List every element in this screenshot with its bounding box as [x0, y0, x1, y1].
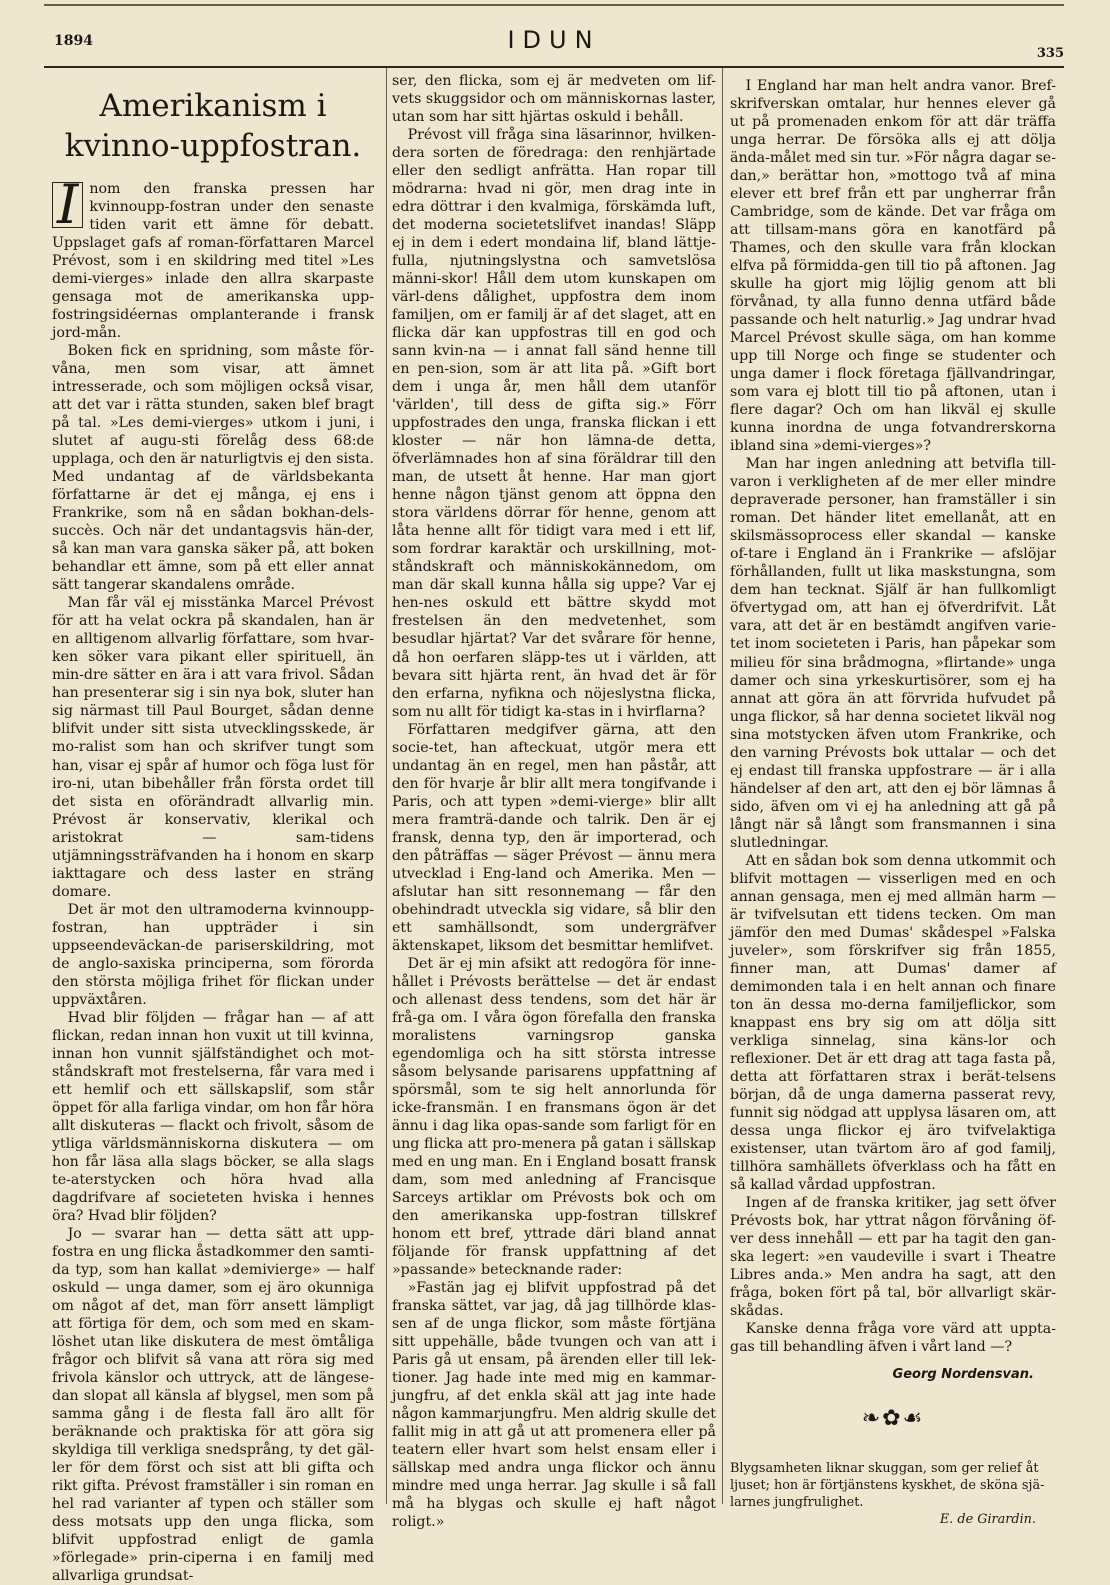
paragraph: Man har ingen anledning att betvifla till-varon i verkligheten af de mer eller mindre depraverade personer, han framställer i sin roman. Det händer litet emellanåt, att en skilsmässoprocess eller skandal — kanske of-tare i England än i Frankrike — afslöjar förhållanden, fullt ut lika maskstungna, som dem han tecknat. Själf är han fullkomligt öfvertygad om, att han ej öfverdrifvit. Låt vara, att det är en bestämdt angifven varie-tet inom societeten i Paris, han påpekar som milieu för sina brådmogna, »flirtande» unga damer och sina yrkeskurtisörer, som ej ha annat att göra än att förvrida hufvudet på unga flickor, så har denna societet likväl nog sina motstycken äfven utom Frankrike, och den varning Prévosts bok uttalar — och det ej endast till franska uppfostrare — är i alla händelser af den art, att den ej bör lämnas å sido, äfven om vi ej ha anledning att gå på långt när så långt som fransmannen i sina slutledningar.: [730, 456, 1056, 851]
magazine-title: IDUN: [507, 26, 601, 54]
paragraph: »Fastän jag ej blifvit uppfostrad på det franska sättet, var jag, då jag tillhörde klas-sen af de unga flickor, som måste förtjäna sitt uppehälle, både tvungen och van att i Paris gå ut ensam, på ärenden eller till lek-tioner. Jag hade inte med mig en kammar-jungfru, af det enkla skäl att jag inte hade någon kammarjungfru. Men aldrig skulle det fallit mig in att gå ut att promenera eller på teatern eller hvart som helst ensam eller i sällskap med andra unga flickor och ännu mindre med unga herrar. Jag skulle i så fall må ha blygas och skulle ej haft något roligt.»: [392, 1280, 716, 1531]
paragraph: Ingen af de franska kritiker, jag sett öfver Prévosts bok, har yttrat någon förvåning öf-ver dess innehåll — ett par ha tagit den gan-ska legert: »en vaudeville i svart i Theatre Libres anda.» Men andra ha sagt, att den fråga, boken fört på tal, bör allvarligt skär-skådas.: [730, 1194, 1056, 1320]
author-signature: Georg Nordensvan.: [892, 1367, 1034, 1383]
paragraph: [52, 173, 374, 342]
header-rule: [44, 66, 1064, 68]
paragraph: Jo — svarar han — detta sätt att upp-fostra en ung flicka åstadkommer den samti-da typ, som han kallat »demivierge» — half oskuld — unga damer, som ej äro okunniga om något af det, man förr ansett lämpligt att förtiga för dem, och som med en skam-löshet utan like diskutera de mest ömtåliga frågor och blifvit så vana att röra sig med frivola känslor och uttryck, att de längese-dan slopat all känsla af blygsel, men som på samma gång i de flesta fall äro allt för beräknande och praktiska för att göra sig skyldiga till verkliga snedsprång, ty det gäl-ler för dem först och sist att bli gifta och rikt gifta. Prévost framställer i sin roman en hel rad varianter af typen och ställer som dess motsats upp den unga flicka, som blifvit uppfostrad enligt de gamla »förlegade» prin-ciperna i en familj med allvarliga grundsat-: [52, 1225, 375, 1585]
paragraph: Prévost vill fråga sina läsarinnor, hvilken-dera sorten de föredraga: den renhjärtade eller den sedligt anfrätta. Han ropar till mödrarna: hvad ni gör, men drag inte in edra döttrar i den kvalmiga, förskämda luft, det moderna societetslifvet inandas! Släpp ej in dem i edert mondaina lif, bland lättje-fulla, njutningslystna och samvetslösa männi-skor! Håll dem utom kunskapen om värl-dens dålighet, uppfostra dem inom familjen, om er familj är af det slaget, att en flicka där kan uppfostras till en god och sann kvin-na — i annat fall sänd henne till en pen-sion, som är att lita på. »Gift bort dem i unga år, men håll dem utanför 'världen', till dess de gifta sig.» Förr uppfostrades den unga, franska flickan i ett kloster — när hon lämna-de detta, öfverlämnades hon af sina föräldrar till den man, de utsett åt henne. Har man gjort henne någon tjänst genom att öppna den stora världens dörrar för henne, genom att låta henne allt för tidigt vara med i ett lif, som fordrar karaktär och urskillning, mot-ståndskraft och människokännedom, om man där skall kunna hålla sig uppe? Var ej hen-nes oskuld ett bättre skydd mot frestelsen än den medvetenhet, som besudlar hjärtat? Var det svårare för henne, då hon oerfaren släpp-tes ut i världen, att bevara sitt hjärta rent, än hvad det är för den erfarna, nyfikna och nöjeslystna flicka, som nu allt för tidigt ka-stas in i hvirflarna?: [392, 127, 716, 720]
paragraph: I England har man helt andra vanor. Bref-skrifverskan omtalar, hur hennes elever gå ut på promenaden enkom för att där träffa unga herrar. De försöka alls ej att dölja ända-målet med sin tur. »För några dagar se-dan,» berättar hon, »mottogo två af mina elever ett bref från ett par ungherrar från Cambridge, som de kände. Det var fråga om att tillsam-mans göra en kanotfärd på Thames, och den skulle vara från klockan elfva på förmidda-gen till tio på aftonen. Jag skulle ha gjort mig löjlig genom att bli förvånad, ty alla funno denna utfärd både passande och helt naturlig.» Jag undrar hvad Marcel Prévost skulle säga, om han komme upp till Norge och finge se studenter och unga damer i flock företaga fjällvandringar, som vara ej blott till tio på aftonen, utan i flere dagar? Och om han likväl ej skulle kunna inordna de unga fotvandrerskorna ibland sina »demi-vierges»?: [730, 78, 1056, 455]
page-year: 1894: [54, 33, 93, 49]
paragraph: Det är ej min afsikt att redogöra för inne-hållet i Prévosts berättelse — det är endast och allenast dess tendens, som det här är frå-ga om. I våra ögon förefalla den franska moralistens varningsrop ganska egendomliga och ha sitt största intresse såsom belysande parisarens uppfattning af spörsmål, som te sig helt annorlunda för icke-fransmän. I en fransmans ögon är det ännu i dag lika opas-sande som farligt för en ung flicka att pro-menera på gatan i sällskap med en ung man. En i England bosatt fransk dam, som med anledning af Francisque Sarceys artiklar om Prévosts bok och om den amerikanska upp-fostran tillskref honom ett bref, yttrade däri bland annat följande för fransk uppfattning af det »passande» betecknande rader:: [392, 955, 716, 1279]
top-rule: [44, 4, 1064, 6]
column-3: [730, 77, 1056, 1529]
column-divider: [722, 68, 723, 1504]
paragraph: Hvad blir följden — frågar han — af att flickan, redan innan hon vuxit ut till kvinna, innan hon vunnit själfständighet och mot-ståndskraft mot frestelserna, får vara med i ett hemlif och ett sällskapslif, som står öppet för alla farliga vindar, om hon får höra allt diskuteras — flackt och frivolt, såsom de ytliga världsmänniskorna diskutera — om hon får läsa alla slags böcker, se alla slags te-aterstycken och höra hvad alla dagdrifvare af societeten hviska i hennes öra? Hvad blir följden?: [52, 1009, 374, 1224]
drop-cap: I: [52, 182, 83, 228]
column-1: [52, 72, 374, 1585]
paragraph: Kanske denna fråga vore värd att uppta-gas till behandling äfven i vårt land —?: [730, 1321, 1056, 1356]
quote-text: Blygsamheten liknar skuggan, som ger relief åt ljuset; hon är förtjänstens kyskhet, de sköna sjä-larnes jungfrulighet.: [730, 1461, 1045, 1511]
page-number: 335: [1036, 46, 1064, 61]
quote: [730, 1460, 1056, 1511]
column-2: [392, 72, 716, 1531]
column-divider: [386, 68, 387, 1504]
paragraph: Man får väl ej misstänka Marcel Prévost för att ha velat ockra på skandalen, han är en alltigenom allvarlig författare, som hvar-ken söker vara pikant eller spirituell, än min-dre sätter en ära i att vara frivol. Sådan han presenterar sig i sin nya bok, sluter han sig närmast till Paul Bourget, sådan denne blifvit under sitt sista utvecklingsskede, är mo-ralist som han och skrifver tungt som han, visar ej spår af humor och föga lust för iro-ni, utan bibehåller från första ordet till det sista en oförändradt allvarlig min. Prévost är konservativ, klerikal och aristokrat — sam-tidens utjämningssträfvanden ha i honom en skarp iakttagare och dess laster en sträng domare.: [52, 595, 374, 900]
paragraph: Författaren medgifver gärna, att den socie-tet, han afteckuat, utgör mera ett undantag än en regel, men han påstår, att den för hvarje år blir allt mera tongifvande i Paris, och att typen »demi-vierge» blir allt mera framträ-dande och talrik. Den är ej fransk, denna typ, den är importerad, och den påträffas — säger Prévost — ännu mera utvecklad i Eng-land och Amerika. Men — afslutar han sitt resonnemang — får den obehindradt utveckla sig vidare, så blir den ett samhällsondt, som undergräfver äktenskapet, liksom det besmittar hemlifvet.: [392, 721, 716, 954]
paragraph-text: nom den franska pressen har kvinnoupp-fostran under den senaste tiden varit ett ämne för debatt. Uppslaget gafs af roman-författaren Marcel Prévost, som i en skildring med titel »Les demi-vierges» inlade den allra skarpaste gensaga mot de amerikanska upp-fostringsidéernas omplanterande i fransk jord-mån.: [52, 181, 374, 342]
paragraph: ser, den flicka, som ej är medveten om lif-vets skuggsidor och om människornas laster, utan som har sitt hjärtas oskuld i behåll.: [392, 73, 716, 126]
article-title: Amerikanism i kvinno-uppfostran.: [64, 88, 362, 164]
ornament-icon: ❧✿☙: [861, 1406, 925, 1432]
paragraph: Boken fick en spridning, som måste för-våna, men som visar, att ämnet intresserade, och som möjligen också visar, att det var i rätta stunden, saken blef bragt på tal. »Les demi-vierges» utkom i juni, i slutet af augu-sti förelåg dess 68:de upplaga, och den är naturligtvis ej den sista. Med undantag af de världsbekanta författarne är det ej många, ej ens i Frankrike, som nå en sådan bokhan-dels-succès. Och när det undantagsvis hän-der, så kan man vara ganska säker på, att boken behandlar ett ämne, som på ett eller annat sätt tangerar skandalens område.: [52, 343, 374, 594]
paragraph: Det är mot den ultramoderna kvinnoupp-fostran, han uppträder i sin uppseendeväckan-de pariserskildring, mot de anglo-saxiska principerna, som förorda den största möjliga frihet för flickan under uppväxtåren.: [52, 901, 374, 1008]
page-header: [44, 26, 1064, 61]
quote-author: E. de Girardin.: [939, 1512, 1036, 1528]
paragraph: Att en sådan bok som denna utkommit och blifvit mottagen — visserligen med en och annan gensaga, men ej med allmän harm — är tvifvelsutan ett tidens tecken. Om man jämför den med Dumas' skådespel »Falska juveler», som förskrifver sig från 1855, finner man, att Dumas' damer af demimonden tala i en helt annan och finare ton än dessa mo-derna familjeflickor, som knappast ens bry sig om att dölja sitt verkliga sinnelag, sina käns-lor och reflexioner. Det är ett drag att taga fasta på, detta att författaren strax i berät-telsens början, då de unga damerna passerat revy, funnit sig nödgad att upplysa läsaren om, att dessa unga flickor ej äro tvifvelaktiga existenser, utan tvärtom äro af god familj, tillhöra samhällets öfverklass och ha fått en så kallad vårdad uppfostran.: [730, 852, 1056, 1193]
